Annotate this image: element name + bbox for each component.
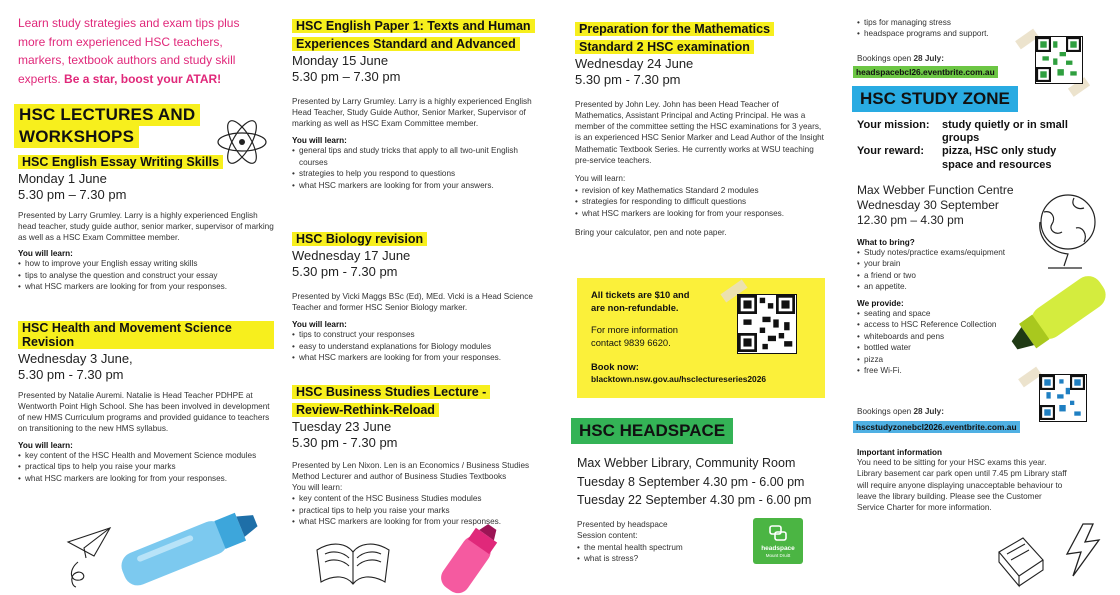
health-time: 5.30 pm - 7.30 pm xyxy=(18,367,124,383)
list-item: • what HSC markers are looking for from your answers. xyxy=(292,180,542,191)
headspace-logo-icon xyxy=(768,524,788,542)
column-3 xyxy=(566,0,849,595)
list-item: • practical tips to help you raise your marks xyxy=(18,461,274,472)
list-item: • seating and space xyxy=(857,308,1037,319)
list-item: • what HSC markers are looking for from your responses. xyxy=(575,208,805,219)
important-label: Important information xyxy=(857,448,943,457)
list-item: • strategies to help you respond to questions xyxy=(292,168,542,179)
list-item: • an appetite. xyxy=(857,281,1037,292)
list-item: • what HSC markers are looking for from your responses. xyxy=(292,516,560,527)
studyzone-time: 12.30 pm – 4.30 pm xyxy=(857,213,964,227)
list-item: • pizza xyxy=(857,354,1037,365)
list-item: • tips for managing stress xyxy=(857,17,1037,28)
essay-desc: Presented by Larry Grumley. Larry is a highly experienced English head teacher, study guide author, senior marker, supervisor of marking as well as a HSC Exam Committee member. xyxy=(18,210,274,243)
list-item: • how to improve your English essay writing skills xyxy=(18,258,274,269)
list-item: • what is stress? xyxy=(577,553,842,564)
book-sketch-icon xyxy=(993,530,1049,595)
headspace-bookings: Bookings open 28 July: xyxy=(857,54,944,63)
list-item: • what HSC markers are looking for from your responses. xyxy=(18,473,274,484)
studyzone-booking-link[interactable]: hscstudyzonebcl2026.eventbrite.com.au xyxy=(853,417,1020,435)
essay-learn-label: You will learn: xyxy=(18,249,73,259)
business-section xyxy=(292,383,560,528)
list-item: • a friend or two xyxy=(857,270,1037,281)
list-item: • your brain xyxy=(857,258,1037,269)
headspace-presented: Presented by headspace xyxy=(577,519,668,529)
list-item: • bottled water xyxy=(857,342,1037,353)
biology-desc: Presented by Vicki Maggs BSc (Ed), MEd. Vicki is a Head Science Teacher and former HSC Senior Biology marker. xyxy=(292,291,533,312)
biology-date: Wednesday 17 June xyxy=(292,248,411,263)
list-item: • key content of the HSC Business Studies modules xyxy=(292,493,560,504)
maths-section xyxy=(575,20,843,238)
list-item: • key content of the HSC Health and Movement Science modules xyxy=(18,450,274,461)
list-item: • free Wi-Fi. xyxy=(857,365,1037,376)
qr-code-icon[interactable] xyxy=(737,294,797,354)
qr-code-icon[interactable] xyxy=(1035,36,1083,84)
list-item: • strategies for responding to difficult questions xyxy=(575,196,805,207)
business-title-line1: HSC Business Studies Lecture - xyxy=(292,385,490,399)
maths-date: Wednesday 24 June xyxy=(575,56,694,71)
headspace-logo xyxy=(753,518,803,564)
tickets-book-label: Book now: xyxy=(591,361,639,372)
studyzone-mission: Your mission: study quietly or in small groups Your reward: pizza, HSC only study space and resources xyxy=(857,119,1068,171)
list-item: • whiteboards and pens xyxy=(857,331,1037,342)
english1-list xyxy=(292,145,542,191)
english1-learn-label: You will learn: xyxy=(292,136,347,146)
business-list xyxy=(292,493,560,527)
list-item: • the mental health spectrum xyxy=(577,542,842,553)
open-book-icon xyxy=(313,530,393,595)
intro-text: Learn study strategies and exam tips plus more from experienced HSC teachers, markers, textbook authors and study skill experts. Be a star, boost your ATAR! xyxy=(18,16,240,86)
health-learn-label: You will learn: xyxy=(18,440,73,450)
maths-time: 5.30 pm - 7.30 pm xyxy=(575,72,681,88)
maths-bring: Bring your calculator, pen and note paper. xyxy=(575,228,727,238)
english1-desc: Presented by Larry Grumley. Larry is a highly experienced English Head Teacher, Study Guide Author, Senior Marker, Supervisor of marking as well as HSC Exam Committee member. xyxy=(292,96,532,129)
column-2 xyxy=(283,0,566,595)
biology-section xyxy=(292,230,560,364)
biology-time: 5.30 pm - 7.30 pm xyxy=(292,264,398,280)
essay-time: 5.30 pm – 7.30 pm xyxy=(18,187,127,203)
headspace-logo-subtext: Mount Druitt xyxy=(765,553,791,558)
headspace-heading: HSC HEADSPACE xyxy=(571,418,733,444)
studyzone-provide-label: We provide: xyxy=(857,298,904,308)
headspace-booking-link[interactable]: headspacebcl26.eventbrite.com.au xyxy=(853,62,998,80)
studyzone-heading: HSC STUDY ZONE xyxy=(852,86,1018,112)
maths-title-line1: Preparation for the Mathematics xyxy=(575,22,774,36)
studyzone-details xyxy=(857,183,1057,228)
lectures-heading: HSC LECTURES AND WORKSHOPS xyxy=(14,104,200,148)
important-text: You need to be sitting for your HSC exams this year. Library basement car park open until 7.45 pm Library staff will require anyone displaying unacceptable behaviour to leave the library building. Please see the Customer Service Charter for more information. xyxy=(857,458,1067,513)
business-title-line2: Review-Rethink-Reload xyxy=(292,403,439,417)
health-desc: Presented by Natalie Auremi. Natalie is Head Teacher PDHPE at Wentworth Point High School. She has been involved in development of new HMS Curriculum programs and provided guidance to teachers on transitioning to the new HMS syllabus. xyxy=(18,390,270,434)
headspace-date-1: Tuesday 8 September 4.30 pm - 6.00 pm xyxy=(577,474,805,489)
tickets-box xyxy=(577,278,825,398)
headspace-list-continued xyxy=(857,17,1037,40)
list-item: • what HSC markers are looking for from your responses. xyxy=(292,352,560,363)
list-item: • what HSC markers are looking for from your responses. xyxy=(18,281,274,292)
english1-time: 5.30 pm – 7.30 pm xyxy=(292,69,401,85)
list-item: • tips to analyse the question and construct your essay xyxy=(18,270,274,281)
business-date: Tuesday 23 June xyxy=(292,419,392,434)
maths-desc: Presented by John Ley. John has been Head Teacher of Mathematics, Assistant Principal and Acting Principal. He was a member of the committee setting the HSC examinations for 3 years, is an experienced HSC Senior Marker and Lead Author of the Insight Mathematic Textbook Series. He currently works at WSU teaching pre-service teachers. xyxy=(575,99,824,166)
list-item: • headspace programs and support. xyxy=(857,28,1037,39)
list-item: • practical tips to help you raise your marks xyxy=(292,505,560,516)
highlighter-pink-icon xyxy=(429,522,509,595)
list-item: • tips to construct your responses xyxy=(292,329,560,340)
essay-date: Monday 1 June xyxy=(18,171,107,186)
health-date: Wednesday 3 June, xyxy=(18,351,133,366)
qr-code-icon[interactable] xyxy=(1039,374,1087,422)
english1-title-line2: Experiences Standard and Advanced xyxy=(292,37,520,51)
biology-learn-label: You will learn: xyxy=(292,320,347,330)
headspace-venue: Max Webber Library, Community Room xyxy=(577,456,796,470)
business-time: 5.30 pm - 7.30 pm xyxy=(292,435,398,451)
list-item: • revision of key Mathematics Standard 2 modules xyxy=(575,185,805,196)
headspace-session-label: Session content: xyxy=(577,531,638,541)
headspace-date-2: Tuesday 22 September 4.30 pm - 6.00 pm xyxy=(577,493,812,508)
business-desc: Presented by Len Nixon. Len is an Economics / Business Studies Method Lecturer and author of Business Studies Textbooks xyxy=(292,460,530,481)
list-item: • easy to understand explanations for Biology modules xyxy=(292,341,560,352)
highlighter-blue-icon xyxy=(110,486,270,595)
studyzone-date: Wednesday 30 September xyxy=(857,198,999,212)
maths-title-line2: Standard 2 HSC examination xyxy=(575,40,754,54)
column-4 xyxy=(849,0,1120,595)
maths-learn-label: You will learn: xyxy=(575,174,626,184)
business-learn-label: You will learn: xyxy=(292,483,343,493)
studyzone-bring-label: What to bring? xyxy=(857,238,915,247)
english1-title-line1: HSC English Paper 1: Texts and Human xyxy=(292,19,535,33)
studyzone-bookings: Bookings open 28 July: xyxy=(857,407,944,416)
essay-list xyxy=(18,258,274,292)
highlighter-green-icon xyxy=(1001,252,1120,381)
studyzone-important xyxy=(857,448,1071,514)
maths-list xyxy=(575,185,805,219)
paper-plane-icon xyxy=(64,526,114,593)
health-title: HSC Health and Movement Science Revision xyxy=(18,321,274,349)
english1-section xyxy=(292,17,560,191)
tickets-info: For more information contact 9839 6620. xyxy=(591,324,679,348)
english1-date: Monday 15 June xyxy=(292,53,389,68)
tickets-url[interactable]: blacktown.nsw.gov.au/hsclectureseries2026 xyxy=(591,374,767,384)
headspace-logo-text: headspace xyxy=(761,545,795,552)
studyzone-venue: Max Webber Function Centre xyxy=(857,183,1014,197)
list-item: • general tips and study tricks that apply to all two-unit English courses xyxy=(292,145,542,168)
health-section xyxy=(18,321,274,484)
lightning-icon xyxy=(1063,522,1103,583)
essay-section xyxy=(18,153,274,293)
list-item: • access to HSC Reference Collection xyxy=(857,319,1037,330)
list-item: • Study notes/practice exams/equipment xyxy=(857,247,1037,258)
biology-title: HSC Biology revision xyxy=(292,232,427,246)
tickets-price: All tickets are $10 and are non-refundable. xyxy=(591,289,690,313)
column-1 xyxy=(0,0,283,595)
essay-title: HSC English Essay Writing Skills xyxy=(18,155,223,169)
biology-list xyxy=(292,329,560,363)
health-list xyxy=(18,450,274,484)
